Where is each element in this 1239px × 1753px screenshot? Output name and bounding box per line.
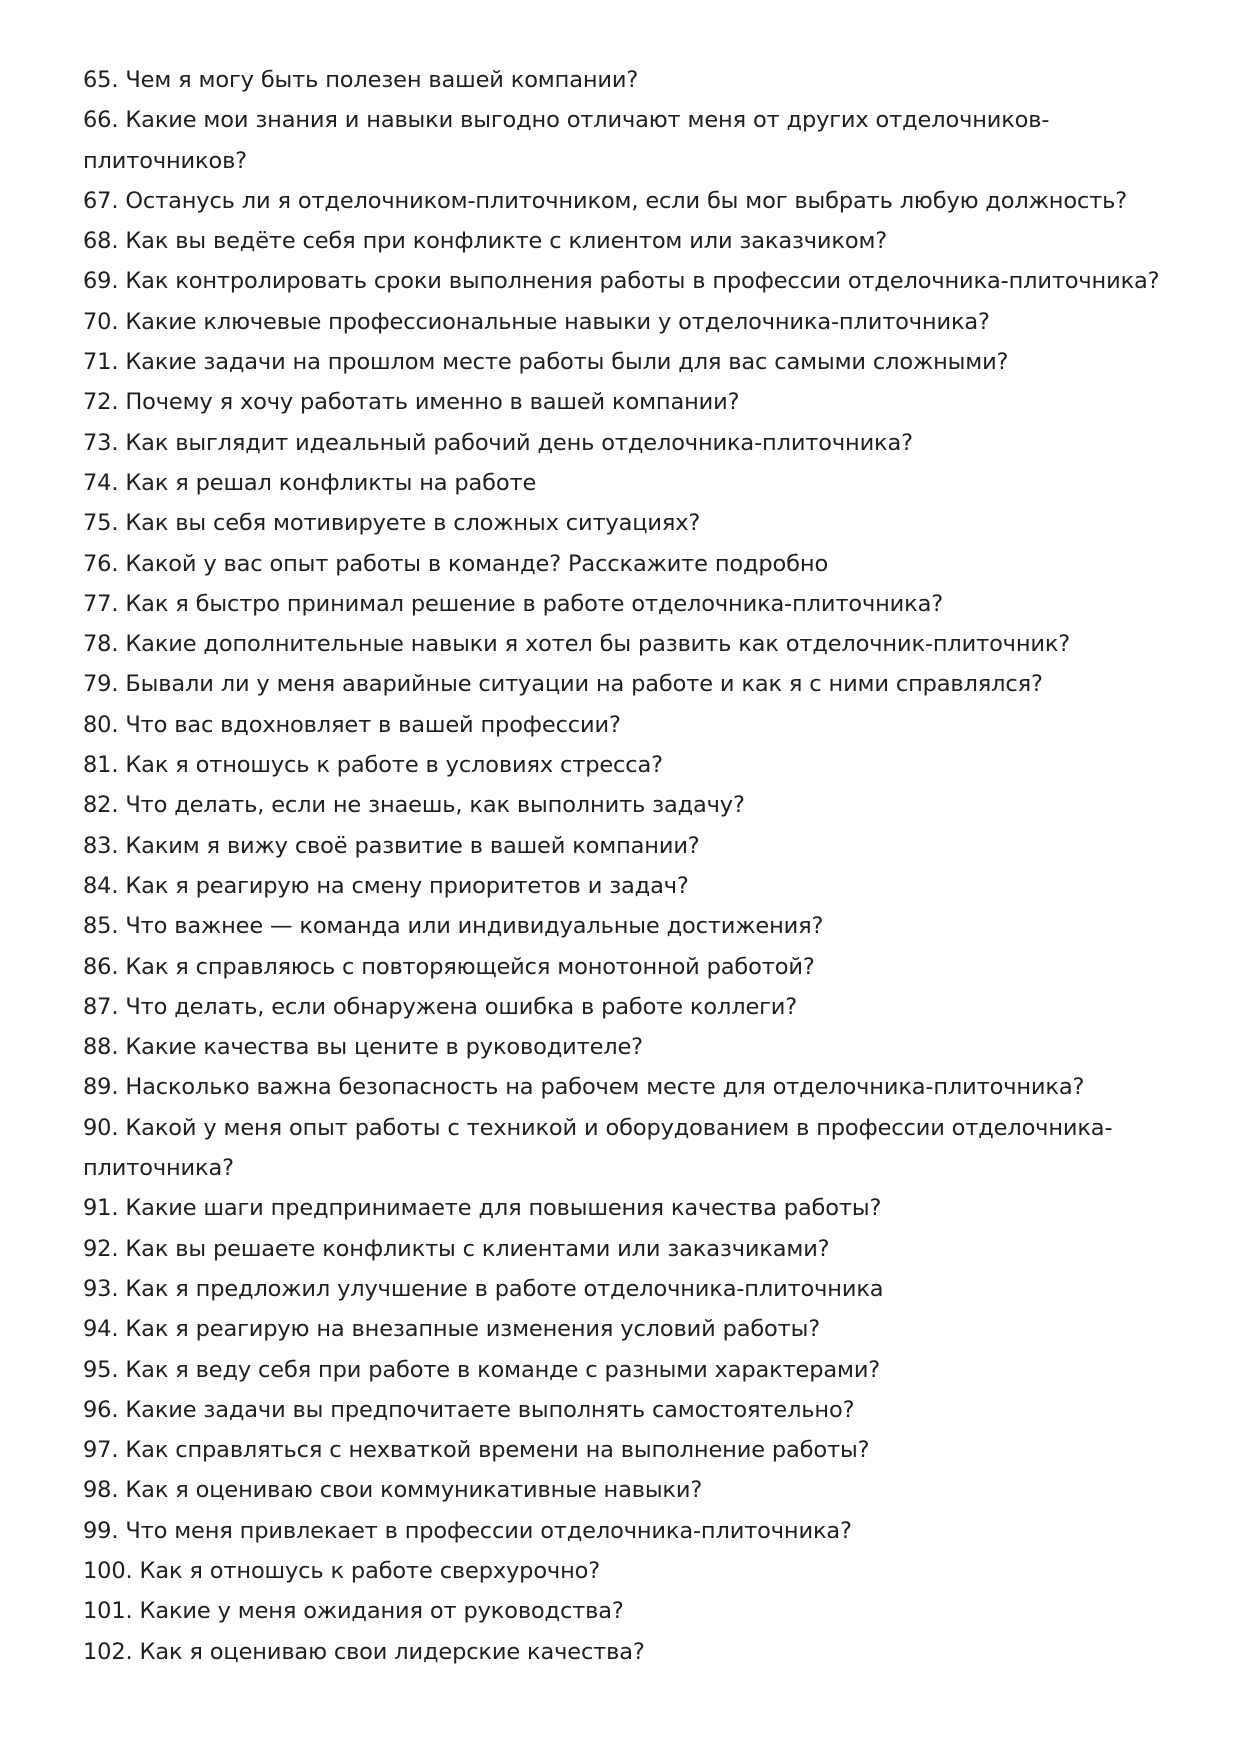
question-item — [83, 947, 1163, 987]
question-item — [83, 745, 1163, 785]
question-text: Какие качества вы цените в руководителе? — [125, 1034, 643, 1061]
question-text: Какие задачи на прошлом месте работы были для вас самыми сложными? — [125, 349, 1009, 376]
question-item — [83, 544, 1163, 584]
question-text: Что важнее — команда или индивидуальные достижения? — [125, 913, 824, 940]
question-number: 77. — [83, 590, 119, 617]
question-text: Как я отношусь к работе в условиях стресса? — [125, 752, 663, 779]
question-item — [83, 826, 1163, 866]
question-number: 102. — [83, 1638, 133, 1665]
question-number: 88. — [83, 1034, 119, 1061]
question-text: Что делать, если не знаешь, как выполнить задачу? — [125, 792, 745, 819]
question-number: 67. — [83, 187, 119, 214]
question-item — [83, 1511, 1163, 1551]
question-number: 68. — [83, 228, 119, 255]
question-text: Как я справляюсь с повторяющейся монотонной работой? — [125, 953, 815, 980]
question-text: Насколько важна безопасность на рабочем месте для отделочника-плиточника? — [125, 1074, 1085, 1101]
question-item — [83, 705, 1163, 745]
question-item — [83, 1269, 1163, 1309]
question-text: Какой у вас опыт работы в команде? Расскажите подробно — [125, 550, 829, 577]
question-text: Чем я могу быть полезен вашей компании? — [125, 67, 639, 93]
question-item — [83, 1229, 1163, 1269]
question-item — [83, 382, 1163, 422]
question-text: Какой у меня опыт работы с техникой и оборудованием в профессии отделочника-плиточника? — [83, 1114, 1113, 1182]
question-item — [83, 785, 1163, 825]
question-number: 76. — [83, 550, 119, 577]
question-item — [83, 60, 1163, 100]
question-text: Как я предложил улучшение в работе отделочника-плиточника — [125, 1275, 884, 1302]
question-item — [83, 1350, 1163, 1390]
question-item — [83, 664, 1163, 704]
question-text: Что вас вдохновляет в вашей профессии? — [125, 711, 621, 738]
question-item — [83, 1430, 1163, 1470]
question-number: 94. — [83, 1316, 119, 1343]
question-text: Останусь ли я отделочником-плиточником, если бы мог выбрать любую должность? — [125, 187, 1128, 214]
question-item — [83, 1551, 1163, 1591]
question-item — [83, 866, 1163, 906]
question-number: 66. — [83, 107, 119, 134]
question-number: 81. — [83, 752, 119, 779]
question-text: Как я оцениваю свои лидерские качества? — [139, 1638, 645, 1665]
question-number: 86. — [83, 953, 119, 980]
question-number: 73. — [83, 429, 119, 456]
question-number: 101. — [83, 1598, 133, 1625]
question-text: Как вы ведёте себя при конфликте с клиентом или заказчиком? — [125, 228, 888, 255]
question-item — [83, 1632, 1163, 1672]
question-number: 82. — [83, 792, 119, 819]
question-text: Как я решал конфликты на работе — [125, 469, 537, 496]
question-item — [83, 261, 1163, 301]
question-item — [83, 221, 1163, 261]
question-item — [83, 1188, 1163, 1228]
question-number: 87. — [83, 993, 119, 1020]
question-text: Как я отношусь к работе сверхурочно? — [139, 1557, 601, 1584]
question-text: Как я оцениваю свои коммуникативные навыки? — [125, 1477, 703, 1504]
question-text: Какие задачи вы предпочитаете выполнять самостоятельно? — [125, 1396, 855, 1423]
question-item — [83, 906, 1163, 946]
question-number: 89. — [83, 1074, 119, 1101]
question-item — [83, 1390, 1163, 1430]
question-text: Какие мои знания и навыки выгодно отличают меня от других отделочников-плиточников? — [83, 107, 1050, 174]
question-list — [83, 60, 1163, 1672]
question-item — [83, 302, 1163, 342]
question-item — [83, 423, 1163, 463]
question-text: Как контролировать сроки выполнения работы в профессии отделочника-плиточника? — [125, 268, 1160, 295]
question-number: 84. — [83, 872, 119, 899]
question-text: Что меня привлекает в профессии отделочника-плиточника? — [125, 1517, 852, 1544]
question-number: 74. — [83, 469, 119, 496]
question-number: 90. — [83, 1114, 119, 1141]
question-number: 92. — [83, 1235, 119, 1262]
question-text: Что делать, если обнаружена ошибка в работе коллеги? — [125, 993, 798, 1020]
question-text: Каким я вижу своё развитие в вашей компании? — [125, 832, 700, 859]
question-number: 98. — [83, 1477, 119, 1504]
question-text: Почему я хочу работать именно в вашей компании? — [125, 389, 740, 416]
question-item — [83, 1067, 1163, 1107]
question-text: Как вы решаете конфликты с клиентами или заказчиками? — [125, 1235, 830, 1262]
question-text: Какие дополнительные навыки я хотел бы развить как отделочник-плиточник? — [125, 631, 1071, 658]
question-number: 71. — [83, 349, 119, 376]
question-number: 70. — [83, 308, 119, 335]
question-text: Какие ключевые профессиональные навыки у отделочника-плиточника? — [125, 308, 990, 335]
question-text: Как выглядит идеальный рабочий день отделочника-плиточника? — [125, 429, 913, 456]
question-item — [83, 1108, 1163, 1189]
question-item — [83, 1027, 1163, 1067]
question-number: 65. — [83, 67, 119, 93]
question-item — [83, 463, 1163, 503]
question-number: 99. — [83, 1517, 119, 1544]
question-text: Как я реагирую на смену приоритетов и задач? — [125, 872, 689, 899]
question-number: 79. — [83, 671, 119, 698]
question-number: 91. — [83, 1195, 119, 1222]
question-text: Как я быстро принимал решение в работе отделочника-плиточника? — [125, 590, 944, 617]
question-number: 85. — [83, 913, 119, 940]
question-number: 95. — [83, 1356, 119, 1383]
question-item — [83, 987, 1163, 1027]
question-item — [83, 1470, 1163, 1510]
question-number: 69. — [83, 268, 119, 295]
question-number: 78. — [83, 631, 119, 658]
question-item — [83, 584, 1163, 624]
question-text: Как я веду себя при работе в команде с разными характерами? — [125, 1356, 881, 1383]
question-number: 72. — [83, 389, 119, 416]
question-number: 75. — [83, 510, 119, 537]
question-text: Как справляться с нехваткой времени на выполнение работы? — [125, 1437, 870, 1464]
question-text: Какие у меня ожидания от руководства? — [139, 1598, 624, 1625]
question-item — [83, 503, 1163, 543]
question-item — [83, 181, 1163, 221]
question-text: Как вы себя мотивируете в сложных ситуациях? — [125, 510, 701, 537]
question-number: 97. — [83, 1437, 119, 1464]
question-number: 93. — [83, 1275, 119, 1302]
question-item — [83, 1309, 1163, 1349]
question-text: Какие шаги предпринимаете для повышения качества работы? — [125, 1195, 882, 1222]
question-number: 80. — [83, 711, 119, 738]
question-number: 100. — [83, 1557, 133, 1584]
question-text: Как я реагирую на внезапные изменения условий работы? — [125, 1316, 821, 1343]
question-item — [83, 624, 1163, 664]
question-item — [83, 342, 1163, 382]
question-item — [83, 1591, 1163, 1631]
question-text: Бывали ли у меня аварийные ситуации на работе и как я с ними справлялся? — [125, 671, 1043, 698]
question-number: 83. — [83, 832, 119, 859]
question-number: 96. — [83, 1396, 119, 1423]
question-item — [83, 100, 1163, 181]
